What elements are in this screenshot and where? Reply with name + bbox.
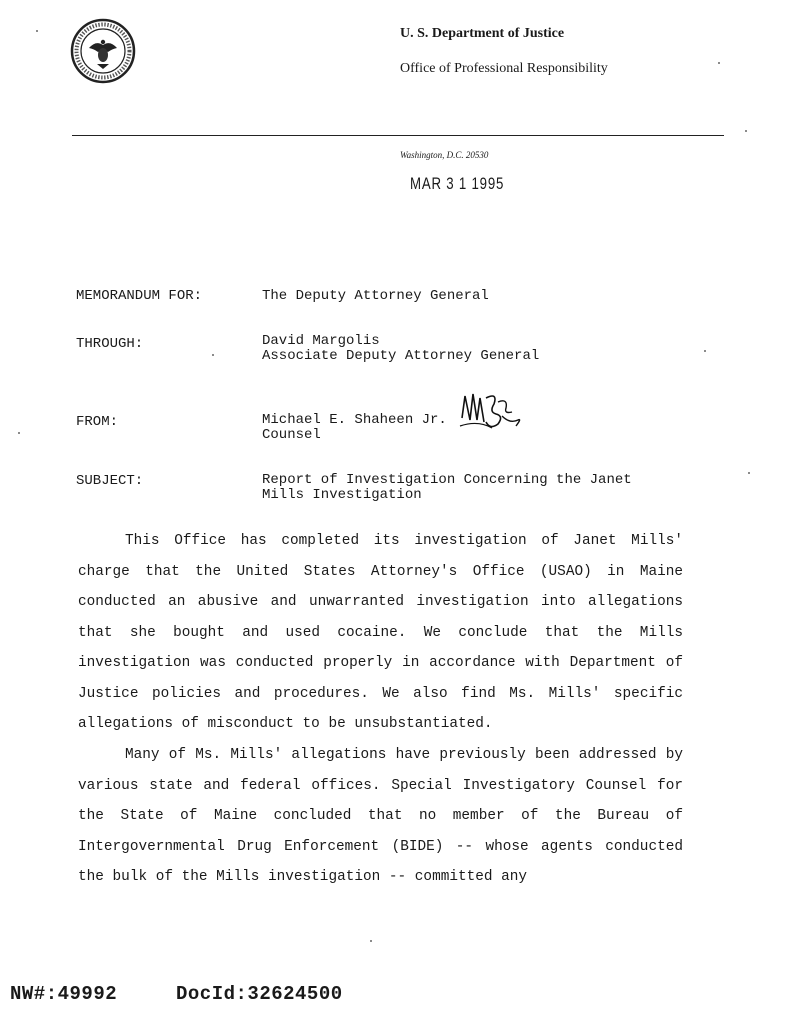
body-paragraph-2: Many of Ms. Mills' allegations have previously been addressed by various state and federal offices. Special Investigatory Counsel for the State of Maine concluded that no member of the Bureau of Intergovernmental Drug Enforcement (BIDE) -- whose agents conducted the bulk of the Mills investigation -- committed any [78, 747, 683, 885]
subject-line-1: Report of Investigation Concerning the Janet [262, 472, 632, 488]
from-title: Counsel [262, 427, 321, 443]
agency-name: U. S. Department of Justice [400, 26, 565, 41]
scan-speck [36, 30, 38, 32]
office-name: Office of Professional Responsibility [400, 61, 608, 76]
header-divider [72, 135, 724, 136]
location-line: Washington, D.C. 20530 [400, 150, 489, 160]
scan-speck [18, 432, 20, 434]
through-name: David Margolis [262, 333, 380, 349]
from-name: Michael E. Shaheen Jr. [262, 412, 447, 428]
scan-speck [370, 940, 372, 942]
scan-speck [748, 472, 750, 474]
through-label: THROUGH: [76, 336, 144, 352]
scan-speck [704, 350, 706, 352]
doc-id: DocId:32624500 [176, 983, 343, 1005]
subject-label: SUBJECT: [76, 473, 144, 489]
scan-speck [212, 354, 214, 356]
date-stamp: MAR 3 1 1995 [410, 174, 505, 193]
body-paragraph-1: This Office has completed its investigation of Janet Mills' charge that the United States Attorney's Office (USAO) in Maine conducted an abusive and unwarranted investigation into allegations that she bought and used cocaine. We conclude that the Mills investigation was conducted properly in accordance with Department of Justice policies and procedures. We also find Ms. Mills' specific allegations of misconduct to be unsubstantiated. [78, 533, 683, 732]
nw-number: NW#:49992 [10, 983, 118, 1005]
doj-seal-icon [70, 18, 136, 84]
scan-speck [718, 62, 720, 64]
memo-for-value: The Deputy Attorney General [262, 288, 489, 304]
through-title: Associate Deputy Attorney General [262, 348, 540, 364]
memo-for-label: MEMORANDUM FOR: [76, 288, 203, 304]
subject-line-2: Mills Investigation [262, 487, 422, 503]
signature-initials [458, 390, 524, 436]
scan-speck [745, 130, 747, 132]
from-label: FROM: [76, 414, 119, 430]
